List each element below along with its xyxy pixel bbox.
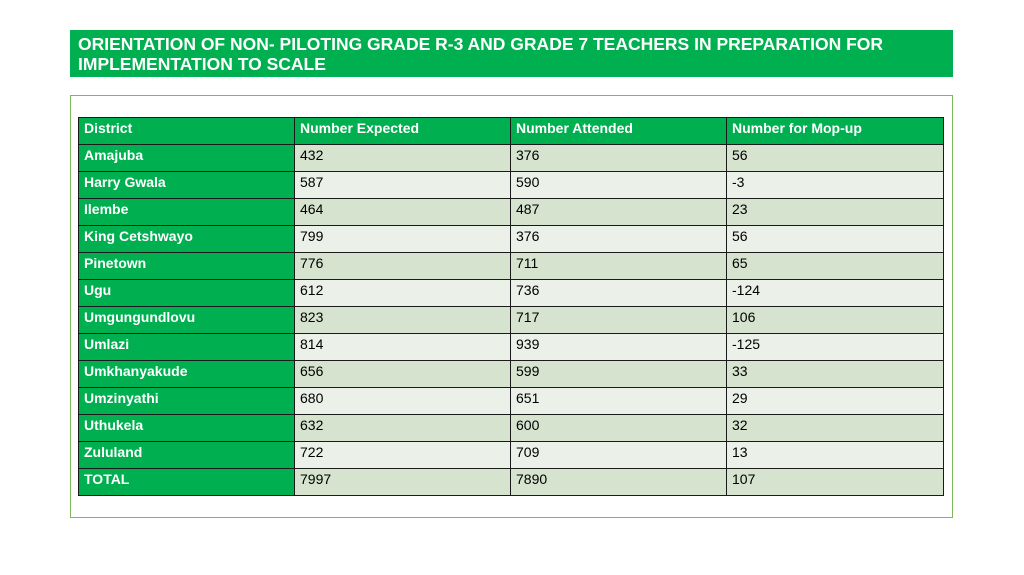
- district-cell: Ilembe: [79, 199, 295, 226]
- mop-up-cell: 33: [727, 361, 944, 388]
- district-attendance-table: [78, 117, 944, 496]
- expected-cell: 632: [295, 415, 511, 442]
- district-cell: Umgungundlovu: [79, 307, 295, 334]
- table-row: [79, 361, 944, 388]
- district-cell: King Cetshwayo: [79, 226, 295, 253]
- table-total-row: [79, 469, 944, 496]
- total-expected-cell: 7997: [295, 469, 511, 496]
- expected-cell: 656: [295, 361, 511, 388]
- mop-up-cell: 32: [727, 415, 944, 442]
- mop-up-cell: 56: [727, 145, 944, 172]
- table-header-row: [79, 118, 944, 145]
- district-cell: Umlazi: [79, 334, 295, 361]
- mop-up-cell: -124: [727, 280, 944, 307]
- header-number-attended: Number Attended: [511, 118, 727, 145]
- district-cell: Harry Gwala: [79, 172, 295, 199]
- expected-cell: 587: [295, 172, 511, 199]
- table-row: [79, 334, 944, 361]
- expected-cell: 814: [295, 334, 511, 361]
- expected-cell: 799: [295, 226, 511, 253]
- attended-cell: 376: [511, 226, 727, 253]
- expected-cell: 680: [295, 388, 511, 415]
- table-row: [79, 388, 944, 415]
- expected-cell: 776: [295, 253, 511, 280]
- table-row: [79, 415, 944, 442]
- mop-up-cell: -125: [727, 334, 944, 361]
- attended-cell: 939: [511, 334, 727, 361]
- mop-up-cell: 13: [727, 442, 944, 469]
- district-cell: Pinetown: [79, 253, 295, 280]
- expected-cell: 464: [295, 199, 511, 226]
- mop-up-cell: 56: [727, 226, 944, 253]
- header-district: District: [79, 118, 295, 145]
- table-row: [79, 442, 944, 469]
- attended-cell: 711: [511, 253, 727, 280]
- attended-cell: 717: [511, 307, 727, 334]
- attended-cell: 599: [511, 361, 727, 388]
- mop-up-cell: -3: [727, 172, 944, 199]
- attended-cell: 590: [511, 172, 727, 199]
- table-row: [79, 253, 944, 280]
- mop-up-cell: 23: [727, 199, 944, 226]
- table-row: [79, 226, 944, 253]
- expected-cell: 432: [295, 145, 511, 172]
- attended-cell: 651: [511, 388, 727, 415]
- district-cell: Uthukela: [79, 415, 295, 442]
- district-cell: Zululand: [79, 442, 295, 469]
- attended-cell: 736: [511, 280, 727, 307]
- attended-cell: 709: [511, 442, 727, 469]
- table-row: [79, 280, 944, 307]
- table-row: [79, 307, 944, 334]
- expected-cell: 612: [295, 280, 511, 307]
- attended-cell: 487: [511, 199, 727, 226]
- district-cell: Ugu: [79, 280, 295, 307]
- expected-cell: 722: [295, 442, 511, 469]
- table-row: [79, 199, 944, 226]
- title-banner: [70, 30, 953, 77]
- mop-up-cell: 65: [727, 253, 944, 280]
- header-number-expected: Number Expected: [295, 118, 511, 145]
- district-cell: Amajuba: [79, 145, 295, 172]
- district-cell: Umzinyathi: [79, 388, 295, 415]
- attended-cell: 600: [511, 415, 727, 442]
- attended-cell: 376: [511, 145, 727, 172]
- total-label-cell: TOTAL: [79, 469, 295, 496]
- mop-up-cell: 29: [727, 388, 944, 415]
- slide-title: ORIENTATION OF NON- PILOTING GRADE R-3 AND GRADE 7 TEACHERS IN PREPARATION FOR IMPLEMENTATION TO SCALE: [78, 34, 884, 74]
- district-cell: Umkhanyakude: [79, 361, 295, 388]
- total-attended-cell: 7890: [511, 469, 727, 496]
- mop-up-cell: 106: [727, 307, 944, 334]
- expected-cell: 823: [295, 307, 511, 334]
- table-row: [79, 172, 944, 199]
- header-number-for-mop-up: Number for Mop-up: [727, 118, 944, 145]
- total-mop-up-cell: 107: [727, 469, 944, 496]
- table-row: [79, 145, 944, 172]
